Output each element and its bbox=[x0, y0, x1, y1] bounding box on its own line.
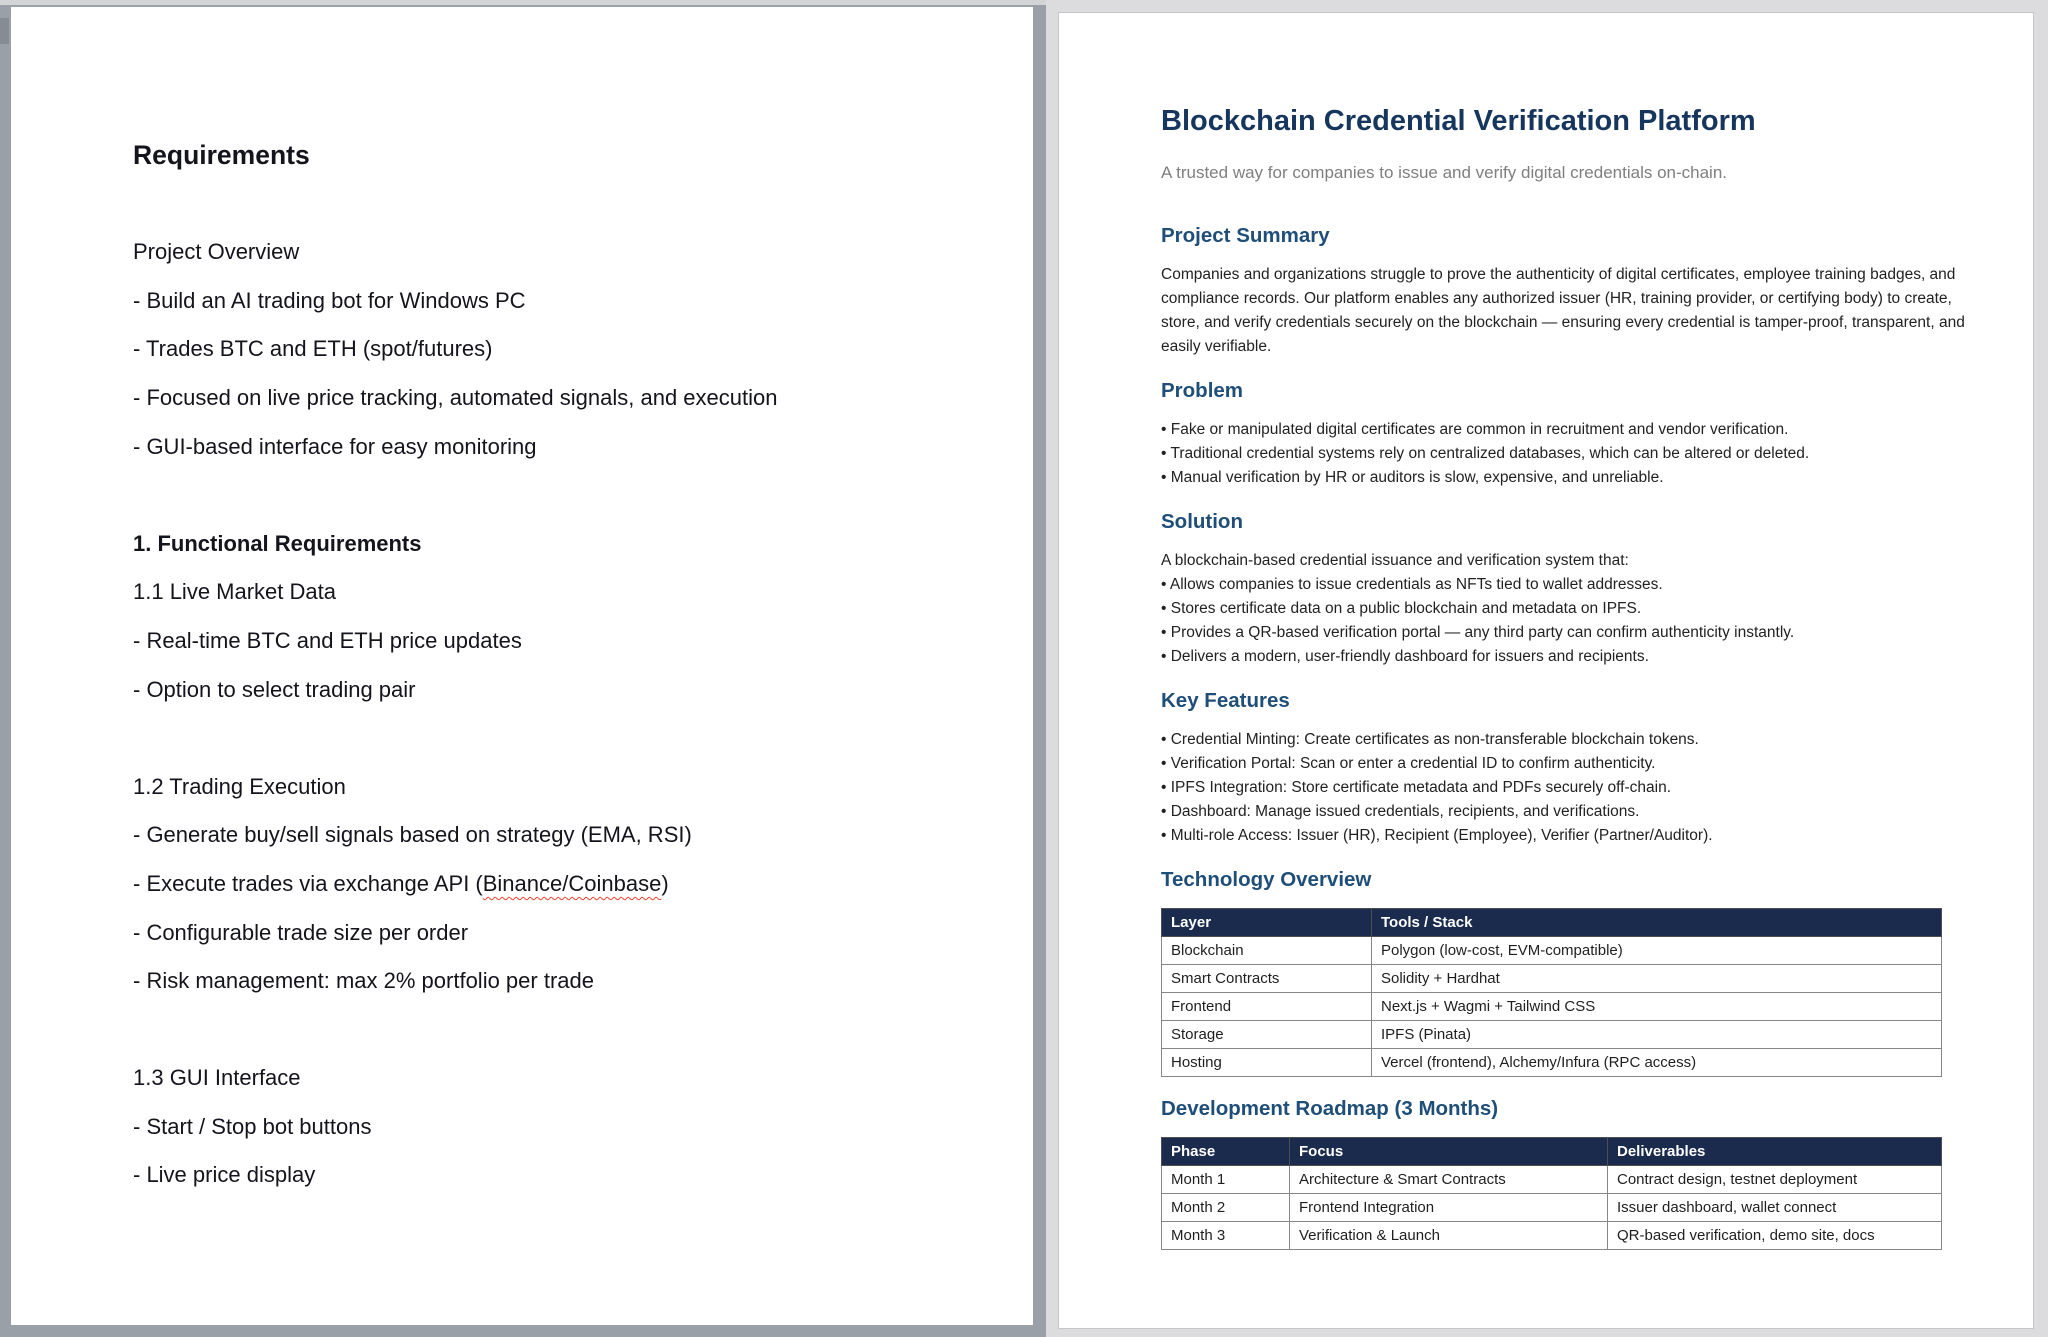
solution-intro: A blockchain-based credential issuance and verification system that: bbox=[1161, 552, 1629, 569]
table-cell: Solidity + Hardhat bbox=[1372, 965, 1942, 993]
table-cell: Hosting bbox=[1162, 1049, 1372, 1077]
section-heading-development-roadmap: Development Roadmap (3 Months) bbox=[1161, 1097, 1499, 1120]
left-edge-notch bbox=[0, 18, 9, 44]
table-cell: Storage bbox=[1162, 1021, 1372, 1049]
blank-line bbox=[133, 471, 993, 520]
table-cell: Verification & Launch bbox=[1290, 1222, 1608, 1250]
bullet-item: • Credential Minting: Create certificates as non-transferable blockchain tokens. bbox=[1161, 731, 1699, 748]
section-heading-problem: Problem bbox=[1161, 379, 1244, 402]
bullet-item: • Manual verification by HR or auditors is slow, expensive, and unreliable. bbox=[1161, 469, 1664, 486]
column-header: Focus bbox=[1290, 1138, 1608, 1166]
document-subtitle: A trusted way for companies to issue and verify digital credentials on-chain. bbox=[1161, 163, 1728, 182]
bullet-item: • Stores certificate data on a public blockchain and metadata on IPFS. bbox=[1161, 600, 1642, 617]
section-heading-technology-overview: Technology Overview bbox=[1161, 868, 1372, 891]
table-cell: Month 3 bbox=[1162, 1222, 1290, 1250]
table-cell: Issuer dashboard, wallet connect bbox=[1608, 1194, 1942, 1222]
document-title: Blockchain Credential Verification Platform bbox=[1161, 105, 1756, 137]
doc-line bbox=[133, 860, 993, 909]
doc-line: - Live price display bbox=[133, 1162, 316, 1188]
table-row bbox=[1162, 965, 1942, 993]
doc-subsection-heading: 1.2 Trading Execution bbox=[133, 773, 346, 799]
table-row bbox=[1162, 1049, 1942, 1077]
table-row bbox=[1162, 1166, 1942, 1194]
table-row bbox=[1162, 993, 1942, 1021]
table-row bbox=[1162, 1021, 1942, 1049]
project-summary-paragraph: Companies and organizations struggle to prove the authenticity of digital certificates, employee training badges, and compliance records. Our platform enables any authorized issuer (HR, training provider, or certifying body) to create, store, and verify credentials securely on the blockchain — ensuring every credential is tamper-proof, transparent, and easily verifiable. bbox=[1161, 266, 1965, 355]
table-cell: Architecture & Smart Contracts bbox=[1290, 1166, 1608, 1194]
bullet-item: • Allows companies to issue credentials as NFTs tied to wallet addresses. bbox=[1161, 576, 1663, 593]
doc-line: - Configurable trade size per order bbox=[133, 919, 469, 945]
table-row bbox=[1162, 1194, 1942, 1222]
doc-line: - GUI-based interface for easy monitoring bbox=[133, 433, 537, 459]
table-cell: Blockchain bbox=[1162, 937, 1372, 965]
blank-line bbox=[133, 180, 993, 229]
bullet-item: • Fake or manipulated digital certificates are common in recruitment and vendor verification. bbox=[1161, 421, 1789, 438]
section-heading-key-features: Key Features bbox=[1161, 689, 1290, 712]
requirements-document-page[interactable] bbox=[11, 7, 1033, 1325]
doc-subsection-heading: 1.3 GUI Interface bbox=[133, 1065, 301, 1091]
doc-line: - Trades BTC and ETH (spot/futures) bbox=[133, 336, 493, 362]
bullet-item: • Multi-role Access: Issuer (HR), Recipient (Employee), Verifier (Partner/Auditor). bbox=[1161, 827, 1713, 844]
proposal-document-page[interactable] bbox=[1058, 12, 2034, 1329]
table-cell: IPFS (Pinata) bbox=[1372, 1021, 1942, 1049]
column-header: Tools / Stack bbox=[1372, 909, 1942, 937]
table-header-row bbox=[1162, 909, 1942, 937]
table-row bbox=[1162, 937, 1942, 965]
doc-heading: Requirements bbox=[133, 140, 310, 170]
doc-line-text: ) bbox=[661, 870, 669, 896]
column-header: Layer bbox=[1162, 909, 1372, 937]
proposal-document-body bbox=[1059, 13, 2033, 1250]
window-top-edge bbox=[0, 0, 1046, 5]
table-cell: Contract design, testnet deployment bbox=[1608, 1166, 1942, 1194]
bullet-item: • Dashboard: Manage issued credentials, recipients, and verifications. bbox=[1161, 803, 1640, 820]
table-cell: Next.js + Wagmi + Tailwind CSS bbox=[1372, 993, 1942, 1021]
technology-table bbox=[1161, 908, 1942, 1077]
doc-subsection-heading: 1.1 Live Market Data bbox=[133, 579, 336, 605]
doc-line: - Start / Stop bot buttons bbox=[133, 1113, 372, 1139]
bullet-item: • Verification Portal: Scan or enter a credential ID to confirm authenticity. bbox=[1161, 755, 1656, 772]
blank-line bbox=[133, 1006, 993, 1055]
table-header-row bbox=[1162, 1138, 1942, 1166]
doc-line: Project Overview bbox=[133, 239, 300, 265]
blank-line bbox=[133, 714, 993, 763]
doc-line: - Build an AI trading bot for Windows PC bbox=[133, 287, 526, 313]
table-cell: Polygon (low-cost, EVM-compatible) bbox=[1372, 937, 1942, 965]
bullet-item: • Traditional credential systems rely on centralized databases, which can be altered or deleted. bbox=[1161, 445, 1810, 462]
table-row bbox=[1162, 1222, 1942, 1250]
doc-line: - Risk management: max 2% portfolio per trade bbox=[133, 968, 594, 994]
section-heading-solution: Solution bbox=[1161, 510, 1243, 533]
table-cell: Month 1 bbox=[1162, 1166, 1290, 1194]
table-cell: Month 2 bbox=[1162, 1194, 1290, 1222]
bullet-item: • Delivers a modern, user-friendly dashboard for issuers and recipients. bbox=[1161, 648, 1649, 665]
spellcheck-flagged-text: Binance/Coinbase bbox=[482, 870, 662, 896]
bullet-item: • IPFS Integration: Store certificate metadata and PDFs securely off-chain. bbox=[1161, 779, 1671, 796]
requirements-document-body bbox=[11, 7, 1033, 1200]
table-cell: Smart Contracts bbox=[1162, 965, 1372, 993]
table-cell: Frontend bbox=[1162, 993, 1372, 1021]
doc-section-heading: 1. Functional Requirements bbox=[133, 530, 422, 556]
section-heading-project-summary: Project Summary bbox=[1161, 224, 1330, 247]
column-header: Phase bbox=[1162, 1138, 1290, 1166]
table-cell: Frontend Integration bbox=[1290, 1194, 1608, 1222]
doc-line: - Focused on live price tracking, automated signals, and execution bbox=[133, 384, 778, 410]
doc-line: - Generate buy/sell signals based on strategy (EMA, RSI) bbox=[133, 822, 692, 848]
table-cell: QR-based verification, demo site, docs bbox=[1608, 1222, 1942, 1250]
doc-line: - Real-time BTC and ETH price updates bbox=[133, 627, 522, 653]
doc-line: - Option to select trading pair bbox=[133, 676, 416, 702]
doc-line-text: - Execute trades via exchange API ( bbox=[133, 870, 483, 896]
table-cell: Vercel (frontend), Alchemy/Infura (RPC access) bbox=[1372, 1049, 1942, 1077]
bullet-item: • Provides a QR-based verification portal — any third party can confirm authenticity instantly. bbox=[1161, 624, 1795, 641]
roadmap-table bbox=[1161, 1137, 1942, 1250]
column-header: Deliverables bbox=[1608, 1138, 1942, 1166]
